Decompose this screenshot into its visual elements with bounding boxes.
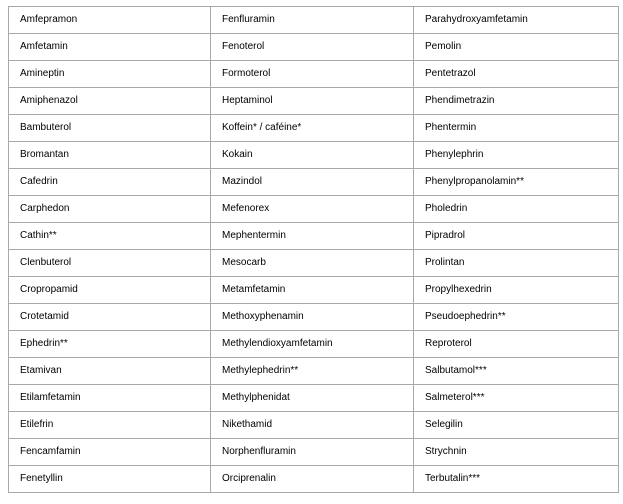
table-cell: Cafedrin (9, 169, 211, 196)
table-cell: Pemolin (414, 34, 619, 61)
table-cell: Fenoterol (211, 34, 414, 61)
table-cell: Metamfetamin (211, 277, 414, 304)
table-cell: Mazindol (211, 169, 414, 196)
table-cell: Reproterol (414, 331, 619, 358)
table-cell: Prolintan (414, 250, 619, 277)
table-row (9, 7, 619, 34)
table-row (9, 196, 619, 223)
table-row (9, 304, 619, 331)
table-row (9, 142, 619, 169)
table-cell: Carphedon (9, 196, 211, 223)
table-row (9, 412, 619, 439)
table-cell: Bambuterol (9, 115, 211, 142)
table-cell: Phendimetrazin (414, 88, 619, 115)
table-cell: Amineptin (9, 61, 211, 88)
table-cell: Fenetyllin (9, 466, 211, 493)
substance-table-body (9, 7, 619, 493)
table-row (9, 277, 619, 304)
table-row (9, 88, 619, 115)
table-row (9, 250, 619, 277)
table-cell: Kokain (211, 142, 414, 169)
table-row (9, 223, 619, 250)
substance-table (8, 6, 619, 493)
table-cell: Bromantan (9, 142, 211, 169)
table-row (9, 358, 619, 385)
table-cell: Formoterol (211, 61, 414, 88)
table-cell: Pentetrazol (414, 61, 619, 88)
table-cell: Ephedrin** (9, 331, 211, 358)
table-cell: Orciprenalin (211, 466, 414, 493)
table-row (9, 439, 619, 466)
table-row (9, 61, 619, 88)
table-cell: Strychnin (414, 439, 619, 466)
table-cell: Crotetamid (9, 304, 211, 331)
table-cell: Etilamfetamin (9, 385, 211, 412)
table-cell: Fenfluramin (211, 7, 414, 34)
table-cell: Pholedrin (414, 196, 619, 223)
table-cell: Amfetamin (9, 34, 211, 61)
table-cell: Cropropamid (9, 277, 211, 304)
table-cell: Pipradrol (414, 223, 619, 250)
table-cell: Mefenorex (211, 196, 414, 223)
table-cell: Fencamfamin (9, 439, 211, 466)
table-cell: Heptaminol (211, 88, 414, 115)
table-cell: Selegilin (414, 412, 619, 439)
table-cell: Nikethamid (211, 412, 414, 439)
table-cell: Mephentermin (211, 223, 414, 250)
table-cell: Methylephedrin** (211, 358, 414, 385)
table-cell: Phentermin (414, 115, 619, 142)
table-cell: Norphenfluramin (211, 439, 414, 466)
table-cell: Parahydroxyamfetamin (414, 7, 619, 34)
table-cell: Mesocarb (211, 250, 414, 277)
table-row (9, 385, 619, 412)
table-row (9, 331, 619, 358)
table-cell: Terbutalin*** (414, 466, 619, 493)
table-cell: Phenylpropanolamin** (414, 169, 619, 196)
table-cell: Pseudoephedrin** (414, 304, 619, 331)
table-cell: Methylendioxyamfetamin (211, 331, 414, 358)
table-cell: Cathin** (9, 223, 211, 250)
table-cell: Salbutamol*** (414, 358, 619, 385)
table-cell: Methylphenidat (211, 385, 414, 412)
table-cell: Koffein* / caféine* (211, 115, 414, 142)
table-cell: Salmeterol*** (414, 385, 619, 412)
table-row (9, 115, 619, 142)
table-row (9, 34, 619, 61)
table-cell: Etamivan (9, 358, 211, 385)
table-cell: Amfepramon (9, 7, 211, 34)
table-row (9, 466, 619, 493)
table-cell: Methoxyphenamin (211, 304, 414, 331)
table-cell: Etilefrin (9, 412, 211, 439)
table-row (9, 169, 619, 196)
table-cell: Propylhexedrin (414, 277, 619, 304)
table-cell: Amiphenazol (9, 88, 211, 115)
table-cell: Phenylephrin (414, 142, 619, 169)
table-cell: Clenbuterol (9, 250, 211, 277)
